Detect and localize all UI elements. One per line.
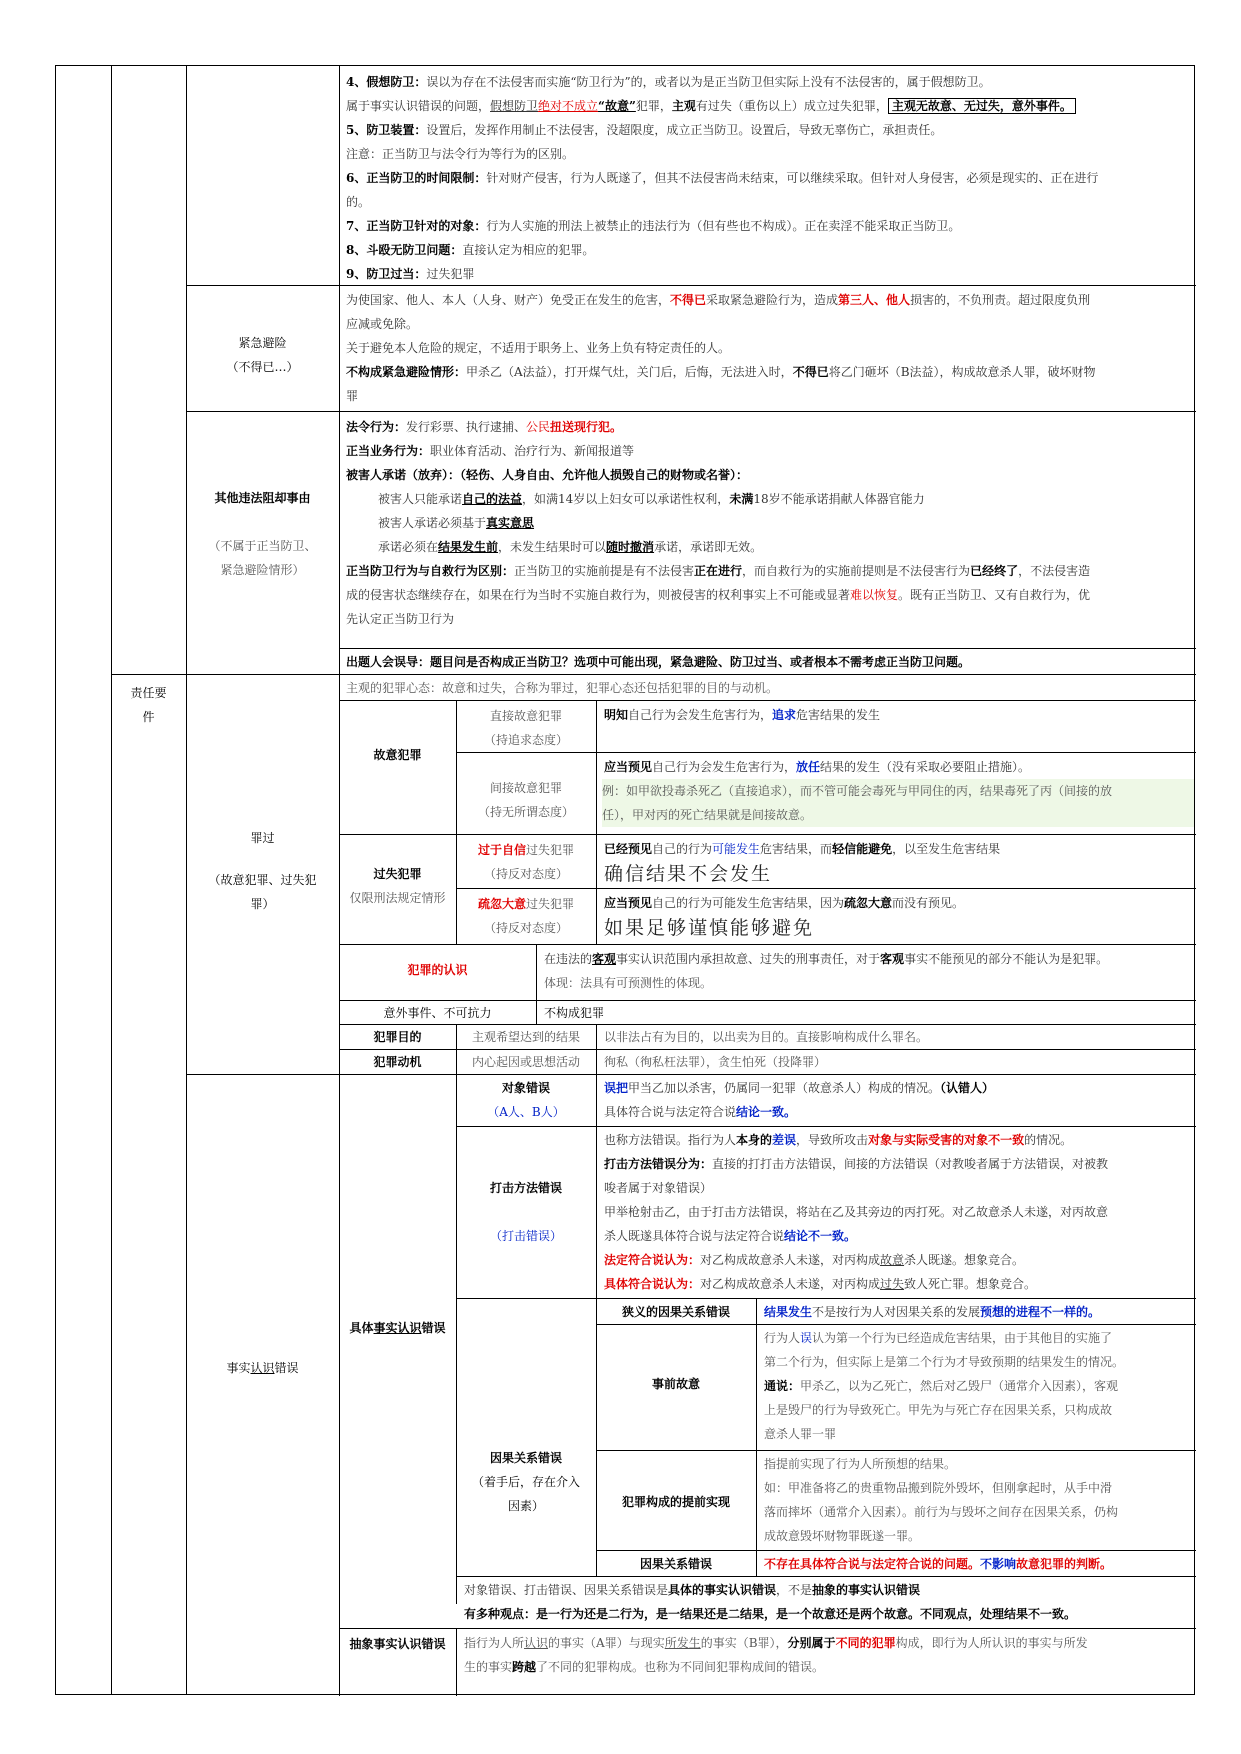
text-run: 发行彩票、执行逮捕、 — [406, 420, 527, 434]
text-line — [346, 360, 1191, 384]
text-line — [604, 1200, 1194, 1224]
text-run: 追求 — [772, 708, 797, 722]
text-run: 自己的行为 — [652, 842, 713, 856]
text-run: 甲举枪射击乙，由于打击方法错误，将站在乙及其旁边的丙打死。对乙故意杀人未遂，对丙故意 — [604, 1205, 1109, 1219]
row-divider — [596, 1450, 1196, 1451]
text-run: 具体符合说与法定符合说 — [604, 1105, 737, 1119]
text-run: 唆者属于对象错误） — [604, 1181, 713, 1195]
text-run: 构成，即行为人所认识的事实与所发 — [895, 1636, 1088, 1650]
row-divider — [186, 285, 1196, 286]
col-divider — [456, 1074, 457, 1604]
text-run: 打击方法错误分为： — [604, 1157, 713, 1171]
text-line — [346, 535, 1191, 559]
text-run: 7、正当防卫针对的对象： — [346, 219, 487, 233]
text-line — [346, 94, 1191, 118]
text-run: 致人死亡罪。想象竞合。 — [904, 1277, 1037, 1291]
text-line — [346, 238, 1191, 262]
awareness-label: 犯罪的认识 — [407, 963, 468, 977]
text-line — [764, 1350, 1194, 1374]
causal-mistake-label: 因果关系错误 （着手后，存在介入 因素） — [471, 1451, 580, 1513]
text-run: 差误 — [772, 1133, 797, 1147]
text-run: 不得已 — [792, 365, 829, 379]
text-run: 所发生 — [664, 1636, 701, 1650]
text-run: 分别属于 — [787, 1636, 836, 1650]
text-run: 真实意思 — [486, 516, 535, 530]
row-divider — [339, 944, 1196, 945]
text-run: ，不是 — [776, 1583, 813, 1597]
text-run: 扭送现行犯。 — [550, 420, 623, 434]
text-run: 有过失（重伤以上）成立过失犯罪， — [695, 99, 888, 113]
col-divider — [456, 1628, 457, 1696]
causal-error-label: 因果关系错误 — [639, 1557, 712, 1571]
text-run: 犯罪， — [635, 99, 672, 113]
text-run: 本身的 — [736, 1133, 773, 1147]
text-line — [346, 166, 1191, 190]
text-run: 具体符合说认为： — [604, 1277, 701, 1291]
text-run: 不影响 — [980, 1557, 1017, 1571]
text-run: 注意：正当防卫与法令行为等行为的区别。 — [346, 147, 575, 161]
text-run: ，未发生结果时可以 — [498, 540, 607, 554]
text-run: 通说： — [764, 1379, 801, 1393]
text-run: 结论一致。 — [736, 1105, 797, 1119]
text-run: 第二个行为，但实际上是第二个行为才导致预期的结果发生的情况。 — [764, 1355, 1125, 1369]
text-run: 放任 — [796, 760, 821, 774]
purpose-text: 以非法占有为目的，以出卖为目的。直接影响构成什么罪名。 — [604, 1030, 929, 1044]
mistake-label: 事实认识错误 — [226, 1361, 299, 1375]
text-line — [346, 583, 1191, 607]
text-run: 属于事实认识错误的问题， — [346, 99, 491, 113]
text-run: 采取紧急避险行为，造成 — [706, 293, 839, 307]
emergency-text — [346, 288, 1191, 408]
col-divider-1 — [111, 66, 112, 1694]
text-run: 预想的进程不一样的。 — [980, 1305, 1101, 1319]
text-run: 行为人实施的刑法上被禁止的违法行为（但有些也不构成）。正在卖淫不能采取正当防卫。 — [486, 219, 961, 233]
text-line — [764, 1476, 1194, 1500]
text-run: 针对财产侵害，行为人既遂了，但其不法侵害尚未结束，可以继续采取。但针对人身侵害，必须是现实的、正在进行 — [486, 171, 1099, 185]
text-run: 行为人 — [764, 1331, 801, 1345]
text-run: 将乙门砸坏（B法益），构成故意杀人罪，破坏财物 — [828, 365, 1096, 379]
text-run: 的。 — [346, 195, 371, 209]
text-run: 甲杀乙，以为乙死亡，然后对乙毁尸（通常介入因素），客观 — [800, 1379, 1119, 1393]
text-run: 了不同的犯罪构成。也称为不同间犯罪构成间的错误。 — [536, 1660, 825, 1674]
text-run: 的事实（B罪）， — [700, 1636, 788, 1650]
text-run: 上是毁尸的行为导致死亡。甲先为与死亡存在因果关系，只构成故 — [764, 1403, 1113, 1417]
text-line — [604, 1248, 1194, 1272]
text-run: 应当预见 — [604, 760, 653, 774]
text-run: 承诺必须在 — [378, 540, 439, 554]
text-run: 公民 — [526, 420, 551, 434]
text-line — [604, 1272, 1194, 1296]
accident-text: 不构成犯罪 — [544, 1006, 605, 1020]
text-run: 损害的，不负刑责。超过限度负刑 — [910, 293, 1091, 307]
row-divider — [339, 1628, 1196, 1629]
col-divider — [456, 834, 457, 944]
text-run: 在违法的 — [544, 952, 593, 966]
text-run: 。既有正当防卫、又有自救行为，优 — [898, 588, 1091, 602]
text-run: 自己行为会发生危害行为， — [652, 760, 797, 774]
liability-intro: 主观的犯罪心态：故意和过失，合称为罪过，犯罪心态还包括犯罪的目的与动机。 — [346, 681, 779, 695]
text-run: 不得已 — [670, 293, 707, 307]
text-run: 跨越 — [512, 1660, 537, 1674]
causal-error-text — [764, 1552, 1194, 1576]
text-run: 甲当乙加以杀害，仍属同一犯罪（故意杀人）构成的情况。 — [628, 1081, 941, 1095]
text-run: 生的事实 — [464, 1660, 513, 1674]
direct-intent-label: 直接故意犯罪 （持追求态度） — [483, 709, 568, 747]
text-run: 指提前实现了行为人所预想的结果。 — [764, 1457, 957, 1471]
text-run: 先认定正当防卫行为 — [346, 612, 455, 626]
text-run: 应减或免除。 — [346, 317, 419, 331]
text-run: 过失 — [880, 1277, 905, 1291]
text-run: 的情况。 — [1024, 1133, 1073, 1147]
text-run: 法令行为： — [346, 420, 407, 434]
text-run: 难以恢复 — [850, 588, 899, 602]
text-run: 抽象的事实认识错误 — [812, 1583, 921, 1597]
text-line — [604, 1152, 1194, 1176]
text-run: 甲杀乙（A法益），打开煤气灶，关门后，后悔，无法进入时， — [466, 365, 793, 379]
text-run: 未满 — [729, 492, 754, 506]
liability-label: 责任要 件 — [130, 686, 167, 724]
text-run: 对象错误、打击错误、因果关系错误是 — [464, 1583, 669, 1597]
text-run: ，而自救行为的实施前提则是不法侵害行为 — [742, 564, 971, 578]
text-run: 客观 — [880, 952, 905, 966]
text-run: 认为第一个行为已经造成危害结果，由于其他目的实施了 — [812, 1331, 1113, 1345]
text-run: 6、正当防卫的时间限制： — [346, 171, 487, 185]
early-realization-label: 犯罪构成的提前实现 — [621, 1495, 730, 1509]
text-run: ，以至发生危害结果 — [892, 842, 1001, 856]
text-run: 已经终了 — [970, 564, 1019, 578]
text-line — [764, 1374, 1194, 1398]
text-run: 假想防卫 — [490, 99, 539, 113]
text-run: 关于避免本人危险的规定，不适用于职务上、业务上负有特定责任的人。 — [346, 341, 731, 355]
row-divider — [186, 411, 1196, 412]
row-divider — [339, 648, 1196, 649]
text-run: 被害人承诺必须基于 — [378, 516, 487, 530]
text-run: 直接的打打击方法错误，间接的方法错误（对教唆者属于方法错误，对被教 — [712, 1157, 1109, 1171]
text-run: 正当防卫行为与自救行为区别： — [346, 564, 515, 578]
text-run: 结论不一致。 — [784, 1229, 857, 1243]
direct-intent-text — [604, 703, 1194, 727]
text-run: 不同的犯罪 — [835, 1636, 896, 1650]
text-run: 法定符合说认为： — [604, 1253, 701, 1267]
text-line — [346, 190, 1191, 214]
text-line — [764, 1326, 1194, 1350]
other-excuse-text — [346, 415, 1191, 631]
text-run: 正当业务行为： — [346, 444, 431, 458]
text-line — [346, 142, 1191, 166]
text-run: 事实不能预见的部分不能认为是犯罪。 — [904, 952, 1109, 966]
row-divider — [186, 1074, 1196, 1075]
text-line — [604, 1224, 1194, 1248]
prior-intent-label: 事前故意 — [651, 1377, 700, 1391]
text-run: 客观 — [592, 952, 617, 966]
early-realization-text — [764, 1452, 1194, 1548]
text-line — [346, 607, 1191, 631]
text-run: 正当防卫的实施前提是有不法侵害 — [514, 564, 695, 578]
text-run: 的事实（A罪）与现实 — [548, 1636, 665, 1650]
row-divider — [456, 888, 1196, 889]
text-run: 结果的发生（没有采取必要阻止措施）。 — [820, 760, 1031, 774]
notes-table — [55, 65, 1195, 1695]
text-run: 故意犯罪的判断。 — [1016, 1557, 1113, 1571]
text-run: 4、假想防卫： — [346, 75, 427, 89]
text-line — [346, 336, 1191, 360]
row-divider — [596, 1324, 1196, 1325]
narrow-causal-text — [764, 1300, 1194, 1324]
object-mistake-text — [604, 1076, 1194, 1124]
text-run: 成的侵害状态继续存在，如果在行为当时不实施自救行为，则被侵害的权利事实上不可能或显著 — [346, 588, 851, 602]
text-run: 成故意毁坏财物罪既遂一罪。 — [764, 1529, 921, 1543]
text-run: 故意 — [880, 1253, 905, 1267]
text-run: 结果发生 — [764, 1305, 813, 1319]
row-divider — [456, 1576, 1196, 1577]
motive-text: 徇私（徇私枉法罪），贪生怕死（投降罪） — [604, 1055, 827, 1069]
text-run: 9、防卫过当： — [346, 267, 427, 281]
row-divider — [339, 834, 1196, 835]
row-divider — [596, 1550, 1196, 1551]
text-line — [346, 384, 1191, 408]
text-run: 主观无故意、无过失，意外事件。 — [888, 98, 1076, 114]
text-run: 误以为存在不法侵害而实施“防卫行为”的，或者以为是正当防卫但实际上没有不法侵害的，属于假想防卫。 — [426, 75, 991, 89]
text-line — [346, 439, 1191, 463]
text-run: 事实认识范围内承担故意、过失的刑事责任，对于 — [616, 952, 881, 966]
row-divider — [456, 1126, 1196, 1127]
text-run: 应当预见 — [604, 896, 653, 910]
text-run: 杀人既遂。想象竞合。 — [904, 1253, 1025, 1267]
text-line — [346, 415, 1191, 439]
text-run: 自己行为会发生危害行为， — [628, 708, 773, 722]
text-run: ，导致所攻击 — [796, 1133, 869, 1147]
intent-example: 例：如甲欲投毒杀死乙（直接追求），而不管可能会毒死与甲同住的丙，结果毒死了丙（间接的放 任），甲对丙的死亡结果就是间接故意。 — [602, 779, 1194, 827]
text-run: 18岁不能承诺捐献人体器官能力 — [753, 492, 925, 506]
text-run: 不存在具体符合说与法定符合说的问题。 — [764, 1557, 981, 1571]
text-run: 落而摔坏（通常介入因素）。前行为与毁坏之间存在因果关系，仍构 — [764, 1505, 1119, 1519]
text-line — [346, 262, 1191, 286]
motive-label: 犯罪动机 — [373, 1055, 422, 1069]
text-run: 直接认定为相应的犯罪。 — [462, 243, 595, 257]
text-line — [604, 1128, 1194, 1152]
overconfident-label: 过于自信过失犯罪 （持反对态度） — [477, 843, 575, 881]
text-run: 误 — [800, 1331, 813, 1345]
col-divider — [596, 1550, 597, 1576]
text-run: 自己的法益 — [462, 492, 523, 506]
text-run: ，如满14岁以上妇女可以承诺性权利， — [522, 492, 730, 506]
text-run: 为使国家、他人、本人（人身、财产）免受正在发生的危害， — [346, 293, 671, 307]
text-run: 具体的事实认识错误 — [668, 1583, 777, 1597]
text-run: 危害结果的发生 — [796, 708, 881, 722]
row-divider — [339, 700, 1196, 701]
purpose-label: 犯罪目的 — [373, 1030, 422, 1044]
text-run: 被害人承诺（放弃）：（轻伤、人身自由、允许他人损毁自己的财物或名誉）： — [346, 468, 749, 482]
text-run: （认错人） — [940, 1081, 995, 1095]
intent-label: 故意犯罪 — [373, 748, 422, 762]
col-divider — [536, 1000, 537, 1024]
text-run: 对乙构成故意杀人未遂，对丙构成 — [700, 1277, 881, 1291]
text-run: 5、防卫装置： — [346, 123, 427, 137]
text-line — [346, 288, 1191, 312]
abstract-mistake-label: 抽象事实认识错误 — [349, 1637, 446, 1651]
text-line — [346, 487, 1191, 511]
text-line — [346, 312, 1191, 336]
careless-text: 应当预见自己的行为可能发生危害结果，因为疏忽大意而没有预见。 如果足够谨慎能够避免 — [604, 896, 965, 939]
text-run: 第三人、他人 — [838, 293, 911, 307]
row-divider — [456, 1298, 1196, 1299]
other-excuse-label: 其他违法阻却事由 （不属于正当防卫、 紧急避险情形） — [208, 491, 317, 577]
text-run: 绝对不成立 — [538, 99, 599, 113]
text-line — [346, 463, 1191, 487]
self-defense-text — [346, 70, 1191, 286]
text-run: 而没有预见。 — [892, 896, 965, 910]
prior-intent-text — [764, 1326, 1194, 1446]
narrow-causal-label: 狭义的因果关系错误 — [621, 1305, 730, 1319]
text-run: 设置后，发挥作用制止不法侵害，没超限度，成立正当防卫。设置后，导致无辜伤亡，承担责任。 — [426, 123, 943, 137]
text-line — [346, 118, 1191, 142]
text-run: 承诺，承诺即无效。 — [654, 540, 763, 554]
row-divider — [111, 674, 1196, 675]
abstract-mistake-text — [464, 1631, 1194, 1679]
col-divider — [536, 944, 537, 1000]
text-line — [764, 1524, 1194, 1548]
negligence-label: 过失犯罪 仅限刑法规定情形 — [349, 867, 446, 905]
text-line — [764, 1398, 1194, 1422]
careless-label: 疏忽大意过失犯罪 （持反对态度） — [477, 897, 575, 935]
text-run: 过失犯罪 — [426, 267, 475, 281]
text-run: 如：甲准备将乙的贵重物品搬到院外毁坏，但刚拿起时，从手中滑 — [764, 1481, 1113, 1495]
text-line — [346, 214, 1191, 238]
text-run: 自己的行为可能发生危害结果，因为 — [652, 896, 845, 910]
text-run: 已经预见 — [604, 842, 653, 856]
concrete-mistake-label: 具体事实认识错误 — [349, 1321, 446, 1335]
text-line — [346, 511, 1191, 535]
text-run: 明知 — [604, 708, 629, 722]
text-run: 认识 — [524, 1636, 549, 1650]
text-run: 罪 — [346, 389, 359, 403]
text-run: 危害结果，而 — [760, 842, 833, 856]
text-run: 可能发生 — [712, 842, 761, 856]
text-run: 意杀人罪一罪 — [764, 1427, 837, 1441]
method-mistake-text — [604, 1128, 1194, 1296]
text-line — [346, 559, 1191, 583]
text-run: 正在进行 — [694, 564, 743, 578]
indirect-intent-label: 间接故意犯罪 （持无所谓态度） — [477, 781, 574, 819]
accident-label: 意外事件、不可抗力 — [383, 1006, 492, 1020]
text-line — [604, 1176, 1194, 1200]
text-line — [764, 1500, 1194, 1524]
text-run: 职业体育活动、治疗行为、新闻报道等 — [430, 444, 635, 458]
text-line — [764, 1422, 1194, 1446]
text-run: 杀人既遂具体符合说与法定符合说 — [604, 1229, 785, 1243]
text-run: 不构成紧急避险情形： — [346, 365, 467, 379]
text-run: 被害人只能承诺 — [378, 492, 463, 506]
col-divider — [596, 834, 597, 944]
awareness-text: 在违法的客观事实认识范围内承担故意、过失的刑事责任，对于客观事实不能预见的部分不能认为是犯罪。 体现：法具有可预测性的体现。 — [544, 952, 1109, 990]
text-run: 随时撤消 — [606, 540, 655, 554]
emergency-label: 紧急避险 （不得已…） — [226, 336, 299, 374]
text-run: ，不法侵害造 — [1018, 564, 1091, 578]
text-line — [764, 1452, 1194, 1476]
text-run: 疏忽大意 — [844, 896, 893, 910]
text-run: 轻信能避免 — [832, 842, 893, 856]
text-run: 误把 — [604, 1081, 629, 1095]
motive-mid: 内心起因或思想活动 — [471, 1055, 580, 1069]
mistake-summary: 对象错误、打击错误、因果关系错误是具体的事实认识错误，不是抽象的事实认识错误 有多种观点：是一行为还是二行为，是一结果还是二结果，是一个故意还是两个故意。不同观点，处理结果不一致。 — [464, 1583, 1077, 1621]
text-run: 指行为人所 — [464, 1636, 525, 1650]
warning-note: 出题人会误导：题目问是否构成正当防卫？选项中可能出现，紧急避险、防卫过当、或者根本不需考虑正当防卫问题。 — [346, 655, 971, 669]
overconfident-text: 已经预见自己的行为可能发生危害结果，而轻信能避免，以至发生危害结果 确信结果不会发生 — [604, 842, 1001, 885]
text-run: 对象与实际受害的对象不一致 — [868, 1133, 1025, 1147]
indirect-intent-text — [604, 755, 1194, 779]
text-run: 不是按行为人对因果关系的发展 — [812, 1305, 981, 1319]
text-run: 主观 — [671, 99, 696, 113]
col-divider — [756, 1550, 757, 1576]
row-divider — [456, 752, 1196, 753]
text-run: 也称方法错误。指行为人 — [604, 1133, 737, 1147]
text-run: 8、斗殴无防卫问题： — [346, 243, 463, 257]
method-mistake-label: 打击方法错误 （打击错误） — [489, 1181, 562, 1243]
object-mistake-label: 对象错误 （A人、B人） — [487, 1081, 565, 1119]
text-run: 对乙构成故意杀人未遂，对丙构成 — [700, 1253, 881, 1267]
purpose-mid: 主观希望达到的结果 — [471, 1030, 580, 1044]
col-divider — [756, 1298, 757, 1550]
text-line — [346, 70, 1191, 94]
fault-label: 罪过 （故意犯罪、过失犯 罪） — [208, 831, 317, 911]
text-run: 结果发生前 — [438, 540, 499, 554]
text-run: “故意” — [598, 99, 636, 113]
